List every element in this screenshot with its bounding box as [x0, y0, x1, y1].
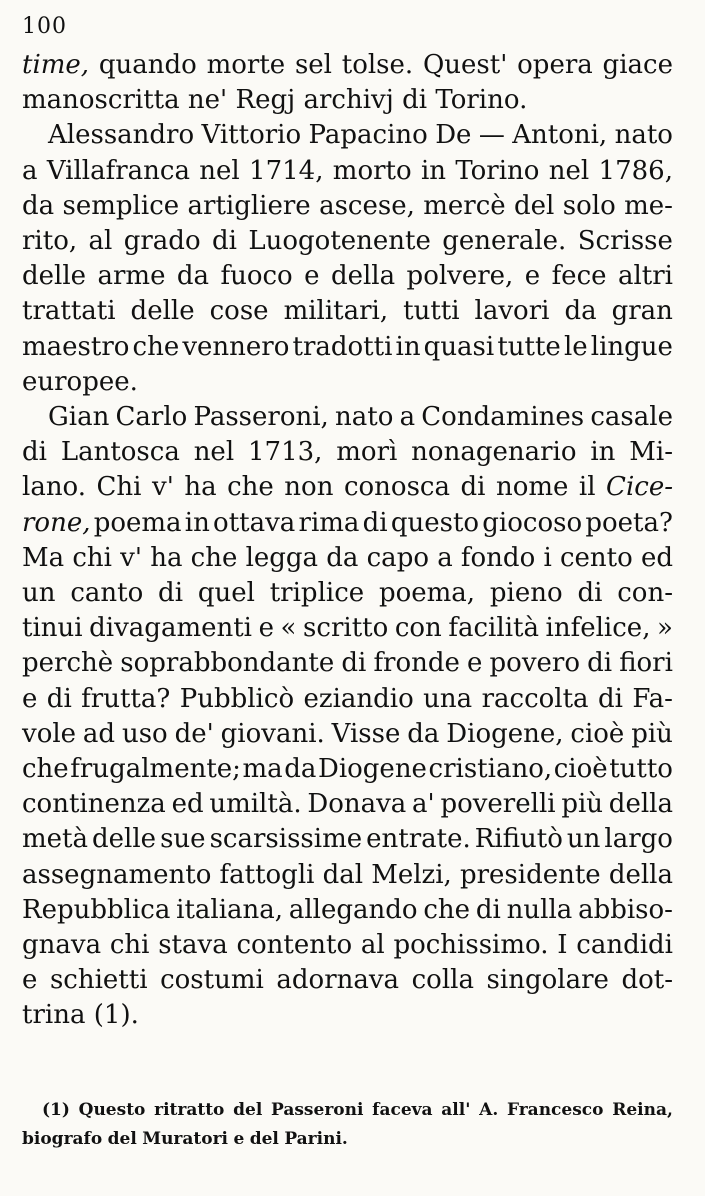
word: (1).	[93, 1000, 139, 1031]
word: rito,	[22, 226, 78, 257]
word: da	[326, 542, 359, 573]
word: assegnamento	[22, 859, 212, 890]
word: non	[284, 472, 334, 503]
word: Melzi,	[371, 859, 452, 890]
word: dal	[322, 859, 364, 890]
footnote-line	[22, 1125, 673, 1154]
word: più	[561, 789, 604, 820]
word: eziandio	[303, 683, 414, 714]
body-text	[22, 48, 673, 1034]
word: Villafranca	[46, 155, 190, 186]
word: del	[107, 1129, 137, 1149]
word: a	[22, 155, 38, 186]
word: povero	[489, 648, 580, 679]
word: gnava	[22, 930, 102, 961]
word: nato	[335, 402, 394, 433]
text-line	[22, 470, 673, 505]
word: Diogene	[317, 754, 427, 785]
word: casale	[590, 402, 673, 433]
word: colla	[411, 965, 474, 996]
word: e	[524, 261, 541, 292]
word: archivj	[303, 85, 394, 116]
word: in	[420, 155, 447, 186]
word: Passeroni,	[193, 402, 329, 433]
text-line	[22, 224, 673, 259]
word: un	[566, 824, 601, 855]
word: e	[22, 965, 38, 996]
word: sue	[160, 824, 206, 855]
word: tutte	[497, 331, 561, 362]
word: faceva	[372, 1100, 433, 1120]
word: Alessandro	[48, 120, 195, 151]
word: lingue	[590, 331, 673, 362]
word: conosca	[343, 472, 450, 503]
word: di	[362, 507, 388, 538]
word: da	[407, 718, 440, 749]
word: della	[608, 789, 673, 820]
text-line	[22, 576, 673, 611]
word: canto	[70, 578, 144, 609]
word: polvere,	[406, 261, 514, 292]
word: poema,	[378, 578, 476, 609]
word: biografo	[22, 1129, 103, 1149]
word: rima	[298, 507, 360, 538]
word: Francesco	[506, 1100, 604, 1120]
word: Quest'	[422, 50, 508, 80]
word: pieno	[489, 578, 563, 609]
word: lano.	[22, 472, 87, 503]
word: in	[184, 507, 210, 538]
word: pochissimo.	[393, 930, 549, 961]
word: trattati	[22, 296, 116, 327]
word: artigliere	[187, 190, 311, 221]
word: singolare	[486, 965, 609, 996]
word: adornava	[276, 965, 400, 996]
word: «	[280, 613, 297, 644]
word: fuoco	[220, 261, 293, 292]
word: vennero	[182, 331, 290, 362]
word: da	[22, 190, 55, 221]
word: opera	[517, 50, 593, 80]
word: Fa-	[632, 683, 673, 714]
word: di	[341, 648, 367, 679]
word: da	[564, 296, 597, 327]
word: militari,	[283, 296, 389, 327]
word: di	[460, 472, 486, 503]
word: Passeroni	[271, 1100, 364, 1120]
word: quando	[98, 50, 197, 80]
word: nato	[614, 120, 673, 151]
word: Pubblicò	[179, 683, 295, 714]
word: Torino.	[435, 85, 528, 116]
word: le	[563, 331, 588, 362]
word: cioè	[553, 754, 608, 785]
text-line	[22, 83, 673, 118]
text-line	[22, 752, 673, 787]
word: da	[176, 261, 210, 292]
word: legga	[245, 542, 319, 573]
text-line	[22, 928, 673, 963]
word: Cice-	[606, 472, 673, 503]
word: tutto	[609, 754, 673, 785]
word: fiori	[619, 648, 673, 679]
word: Antoni,	[512, 120, 608, 151]
word: nonagenario	[411, 437, 577, 468]
word: raccolta	[481, 683, 589, 714]
word: del	[233, 1100, 263, 1120]
text-line	[22, 189, 673, 224]
word: cristiano,	[428, 754, 553, 785]
word: mercè	[423, 190, 506, 221]
word: v'	[120, 542, 142, 573]
word: con-	[617, 578, 673, 609]
word: morì	[336, 437, 398, 468]
word: capo	[366, 542, 429, 573]
word: che	[132, 331, 180, 362]
word: delle	[130, 296, 195, 327]
word: chi	[109, 930, 150, 961]
text-line	[22, 717, 673, 752]
text-line	[22, 682, 673, 717]
word: nome	[495, 472, 569, 503]
word: all'	[441, 1100, 471, 1120]
word: allegando	[288, 894, 418, 925]
text-line	[22, 893, 673, 928]
word: Carlo	[115, 402, 188, 433]
word: poeta?	[585, 507, 673, 538]
word: ed	[171, 789, 204, 820]
word: giocoso	[482, 507, 583, 538]
word: i	[543, 542, 552, 573]
word: della	[608, 859, 673, 890]
word: nulla	[506, 894, 573, 925]
word: tolse.	[341, 50, 414, 80]
word: solo	[562, 190, 616, 221]
word: Chi	[96, 472, 142, 503]
word: ha	[150, 542, 183, 573]
word: scarsissime	[209, 824, 363, 855]
text-line	[22, 646, 673, 681]
word: me-	[624, 190, 673, 221]
word: semplice	[62, 190, 180, 221]
word: di	[402, 85, 428, 116]
word: contento	[236, 930, 353, 961]
word: della	[330, 261, 396, 292]
word: tutti	[403, 296, 460, 327]
word: frutta?	[81, 683, 171, 714]
word: nel	[193, 437, 235, 468]
word: ottava	[213, 507, 296, 538]
word: Repubblica	[22, 894, 171, 925]
word: che	[190, 542, 238, 573]
text-line	[22, 963, 673, 998]
word: Vittorio	[201, 120, 302, 151]
word: time,	[22, 50, 90, 80]
word: umiltà.	[209, 789, 302, 820]
word: de'	[174, 718, 214, 749]
word: e	[467, 648, 483, 679]
word: che	[227, 472, 274, 503]
word: presidente	[459, 859, 601, 890]
word: questo	[390, 507, 480, 538]
word: che	[22, 754, 69, 785]
text-line	[22, 787, 673, 822]
text-line	[22, 400, 673, 435]
word: Mi-	[629, 437, 673, 468]
word: giace	[602, 50, 673, 80]
word: ad	[82, 718, 116, 749]
word: ed	[640, 542, 673, 573]
word: cose	[209, 296, 269, 327]
word: Torino	[455, 155, 540, 186]
word: costumi	[160, 965, 264, 996]
word: Papacino	[308, 120, 428, 151]
word: nel	[199, 155, 240, 186]
word: Regj	[235, 85, 296, 116]
word: italiana,	[176, 894, 284, 925]
word: più	[631, 718, 673, 749]
word: di	[22, 437, 47, 468]
word: morte	[206, 50, 286, 80]
text-line	[22, 365, 673, 400]
word: a	[399, 402, 416, 433]
word: De	[435, 120, 472, 151]
word: Lantosca	[60, 437, 180, 468]
word: manoscritta	[22, 85, 180, 116]
word: del	[514, 190, 555, 221]
word: 1713,	[247, 437, 323, 468]
word: Diogene,	[446, 718, 564, 749]
word: chi	[72, 542, 112, 573]
text-line	[22, 506, 673, 541]
word: 1714,	[249, 155, 324, 186]
word: di	[158, 578, 184, 609]
text-line	[22, 822, 673, 857]
word: e	[22, 683, 38, 714]
word: »	[657, 613, 673, 644]
word: al	[360, 930, 385, 961]
word: morto	[332, 155, 412, 186]
word: quasi	[423, 331, 495, 362]
word: al	[88, 226, 113, 257]
word: generale.	[442, 226, 567, 257]
word: fronde	[373, 648, 460, 679]
word: ritratto	[154, 1100, 225, 1120]
word: arme	[97, 261, 166, 292]
word: Gian	[48, 402, 110, 433]
word: Parini.	[284, 1129, 348, 1149]
word: e	[304, 261, 320, 292]
word: fondo	[460, 542, 536, 573]
word: delle	[92, 824, 157, 855]
word: scritto	[303, 613, 389, 644]
word: ne'	[187, 85, 228, 116]
word: triplice	[269, 578, 365, 609]
word: largo	[604, 824, 673, 855]
word: Rifiutò	[474, 824, 563, 855]
footnote-line	[22, 1096, 673, 1125]
word: ma	[242, 754, 283, 785]
text-line	[22, 294, 673, 329]
word: fece	[551, 261, 607, 292]
text-line	[22, 858, 673, 893]
word: stava	[158, 930, 228, 961]
word: poema	[93, 507, 182, 538]
word: Reina,	[612, 1100, 673, 1120]
word: un	[22, 578, 56, 609]
word: abbiso-	[578, 894, 673, 925]
text-line	[22, 330, 673, 365]
word: poverelli	[440, 789, 556, 820]
word: a	[437, 542, 453, 573]
word: da	[284, 754, 317, 785]
text-line	[22, 154, 673, 189]
word: di	[587, 648, 613, 679]
word: 1786,	[598, 155, 673, 186]
word: il	[578, 472, 596, 503]
word: uso	[121, 718, 168, 749]
word: Luogotenente	[248, 226, 431, 257]
text-line	[22, 435, 673, 470]
word: continenza	[22, 789, 166, 820]
word: Condamines	[421, 402, 585, 433]
word: fattogli	[219, 859, 315, 890]
word: Ma	[22, 542, 65, 573]
word: cento	[559, 542, 633, 573]
word: soprabbondante	[120, 648, 335, 679]
text-line	[22, 998, 673, 1033]
word: v'	[152, 472, 174, 503]
word: con	[394, 613, 442, 644]
word: cioè	[570, 718, 625, 749]
word: I	[557, 930, 568, 961]
word: in	[395, 331, 421, 362]
word: Muratori	[142, 1129, 229, 1149]
word: entrate.	[366, 824, 471, 855]
word: maestro	[22, 331, 130, 362]
footnote	[22, 1096, 673, 1154]
word: giovani.	[220, 718, 325, 749]
word: rone,	[22, 507, 91, 538]
word: di	[46, 683, 72, 714]
word: Questo	[78, 1100, 146, 1120]
word: gran	[611, 296, 673, 327]
word: di	[577, 578, 603, 609]
word: Visse	[331, 718, 401, 749]
word: A.	[479, 1100, 499, 1120]
word: ascese,	[319, 190, 415, 221]
text-line	[22, 48, 673, 83]
word: di	[475, 894, 501, 925]
word: perchè	[22, 648, 114, 679]
word: e	[258, 613, 274, 644]
page-number: 100	[22, 14, 67, 39]
word: (1)	[42, 1100, 70, 1120]
word: una	[423, 683, 473, 714]
word: divagamenti	[89, 613, 252, 644]
word: candidi	[576, 930, 673, 961]
text-line	[22, 541, 673, 576]
word: Scrisse	[577, 226, 673, 257]
word: Donava	[307, 789, 407, 820]
word: lavori	[474, 296, 550, 327]
word: sel	[294, 50, 332, 80]
word: metà	[22, 824, 88, 855]
word: grado	[123, 226, 201, 257]
word: tradotti	[292, 331, 393, 362]
word: di	[597, 683, 623, 714]
word: del	[249, 1129, 279, 1149]
word: quel	[197, 578, 255, 609]
word: —	[478, 120, 505, 151]
word: di	[212, 226, 237, 257]
word: schietti	[49, 965, 148, 996]
word: facilità	[448, 613, 539, 644]
text-line	[22, 259, 673, 294]
word: dot-	[621, 965, 673, 996]
word: che	[423, 894, 471, 925]
word: altri	[617, 261, 673, 292]
word: delle	[22, 261, 87, 292]
word: frugalmente;	[70, 754, 241, 785]
word: in	[590, 437, 616, 468]
word: ha	[184, 472, 217, 503]
word: trina	[22, 1000, 86, 1031]
word: tinui	[22, 613, 83, 644]
text-line	[22, 118, 673, 153]
text-line	[22, 611, 673, 646]
word: nel	[548, 155, 590, 186]
word: a'	[412, 789, 435, 820]
word: infelice,	[545, 613, 651, 644]
word: e	[233, 1129, 245, 1149]
word: europee.	[22, 366, 138, 397]
word: vole	[22, 718, 77, 749]
